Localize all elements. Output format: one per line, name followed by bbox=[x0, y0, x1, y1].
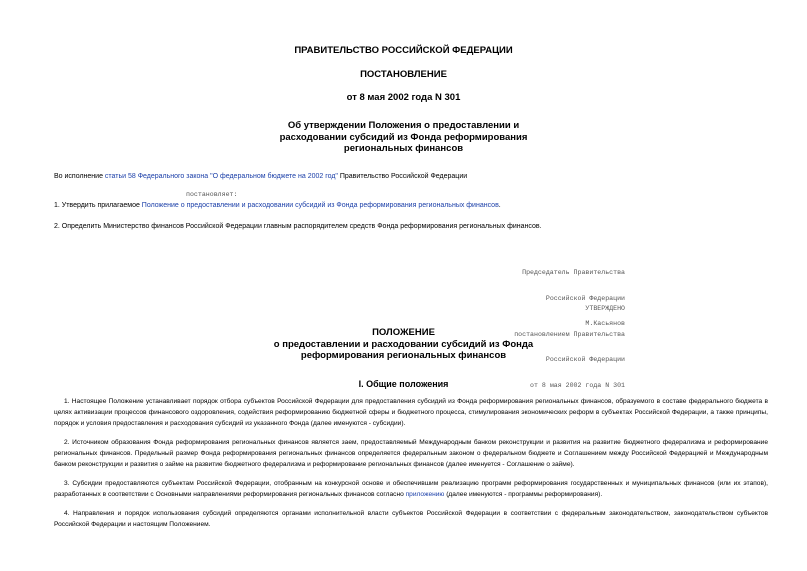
law-article-link[interactable]: статьи 58 Федерального закона "О федеральном бюджете на 2002 год" bbox=[104, 173, 338, 180]
approved-line: Российской Федерации bbox=[545, 356, 625, 363]
preamble-suffix: Правительство Российской Федерации bbox=[337, 173, 468, 180]
doc-title-line: расходовании субсидий из Фонда реформирования bbox=[279, 131, 528, 143]
regulation-link[interactable]: Положение о предоставлении и расходовании субсидий из Фонда реформирования региональных финансов bbox=[141, 202, 499, 209]
approved-date: от 8 мая 2002 года N 301 bbox=[530, 381, 625, 389]
item-1 bbox=[54, 201, 501, 211]
paragraph-3-suffix: (далее именуются - программы реформирования). bbox=[444, 490, 603, 498]
signature-name: М.Касьянов bbox=[585, 320, 625, 327]
signature-line: Председатель Правительства bbox=[522, 269, 625, 276]
paragraph-3-text: 3. Субсидии предоставляются субъектам Российской Федерации, отобранным на конкурсной основе и обеспечившим реализацию программ реформирования государственных и муниципальных финансов (или их этапов), разработанных в соответствии с Основными направлениями реформирования региональных финансов согласно bbox=[54, 480, 768, 498]
doc-type-heading: ПОСТАНОВЛЕНИЕ bbox=[360, 69, 447, 80]
doc-title-line: региональных финансов bbox=[343, 143, 464, 154]
approved-label: УТВЕРЖДЕНО bbox=[585, 305, 625, 312]
appendix-link[interactable]: приложению bbox=[405, 490, 445, 498]
signature-line: Российской Федерации bbox=[545, 294, 625, 302]
decides-label: постановляет: bbox=[186, 191, 238, 198]
doc-title bbox=[0, 120, 807, 155]
paragraph-3 bbox=[54, 479, 768, 501]
section-heading: I. Общие положения bbox=[358, 379, 449, 389]
regulation-subtitle-line: реформирования региональных финансов bbox=[300, 350, 507, 361]
regulation-heading: ПОЛОЖЕНИЕ bbox=[372, 327, 435, 338]
preamble bbox=[54, 172, 467, 182]
item-2: 2. Определить Министерство финансов Российской Федерации главным распорядителем средств Фонда реформирования региональных финансов. bbox=[54, 223, 542, 230]
government-heading: ПРАВИТЕЛЬСТВО РОССИЙСКОЙ ФЕДЕРАЦИИ bbox=[294, 45, 513, 56]
paragraph-4: 4. Направления и порядок использования субсидий определяются органами исполнительной власти субъектов Российской Федерации в соответствии с федеральным законодательством, законодательством субъектов Российской Федерации и настоящим Положением. bbox=[54, 510, 768, 528]
paragraph-2: 2. Источником образования Фонда реформирования региональных финансов является заем, предоставляемый Международным банком реконструкции и развития на развитие бюджетного федерализма и реформирование региональных финансов. Предельный размер Фонда реформирования региональных финансов определяется федеральным законом о федеральном бюджете и Соглашением между Российской Федерацией и Международным банком реконструкции и развития о займе на развитие бюджетного федерализма и реформирование региональных финансов (далее именуется - Соглашение о займе). bbox=[54, 439, 768, 468]
regulation-subtitle-line: о предоставлении и расходовании субсидий из Фонда bbox=[273, 338, 534, 350]
preamble-prefix: Во исполнение bbox=[54, 173, 105, 180]
regulation-title bbox=[0, 327, 807, 362]
doc-title-line: Об утверждении Положения о предоставлении и bbox=[287, 120, 520, 131]
approved-line: постановлением Правительства bbox=[514, 330, 625, 338]
item-1-prefix: 1. Утвердить прилагаемое bbox=[54, 202, 142, 209]
doc-date: от 8 мая 2002 года N 301 bbox=[346, 92, 461, 103]
item-1-suffix: . bbox=[498, 202, 501, 209]
paragraph-1: 1. Настоящее Положение устанавливает порядок отбора субъектов Российской Федерации для предоставления субсидий из Фонда реформирования региональных финансов, образуемого в составе федерального бюджета в целях активизации процессов финансового оздоровления, содействия реформированию бюджетной сферы и бюджетного процесса, стимулирования экономических реформ в субъектах Российской Федерации, а также принципы, порядок и условия предоставления и расходования субсидий из указанного Фонда (далее именуются - субсидии). bbox=[54, 398, 768, 427]
